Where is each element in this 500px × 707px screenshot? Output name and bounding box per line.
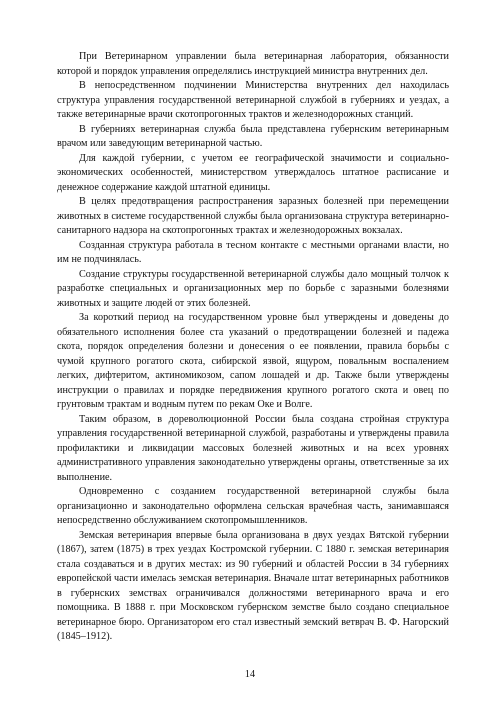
paragraph-2: В непосредственном подчинении Министерства внутренних дел находилась структура управления государственной ветеринарной службой в губерниях и уездах, а также ветеринарные врачи скотопрогонных трактов и железнодорожных станций. [57,80,449,120]
page-number: 14 [244,669,256,680]
paragraph-7: Создание структуры государственной ветеринарной службы дало мощный толчок к разработке специальных и организационных мер по борьбе с заразными болезнями животных и защите людей от этих болезней. [57,268,449,309]
paragraph-3: В губерниях ветеринарная служба была представлена губернским ветеринарным врачом или заведующим ветеринарной частью. [57,123,449,149]
paragraph-4: Для каждой губернии, с учетом ее географической значимости и социально-экономических особенностей, министерством утверждалось штатное расписание и денежное содержание каждой штатной единицы. [57,152,449,193]
paragraph-1: При Ветеринарном управлении была ветеринарная лаборатория, обязанности которой и порядок управления определялись инструкцией министра внутренних дел. [57,51,449,77]
document-body [57,50,449,645]
paragraph-11: Земская ветеринария впервые была организована в двух уездах Вятской губернии (1867), затем (1875) в трех уездах Костромской губернии. С 1880 г. земская ветеринария стала создаваться и в других местах: из 90 губерний и областей России в 34 губерниях европейской части имелась земская ветеринария. Вначале штат ветеринарных работников в губернских земствах ограничивался должностями ветеринарного врача и его помощника. В 1888 г. при Московском губернском земстве было создано специальное ветеринарное бюро. Организатором его стал известный земский ветврач В. Ф. Нагорский (1845–1912). [57,529,449,642]
paragraph-9: Таким образом, в дореволюционной России была создана стройная структура управления государственной ветеринарной службой, разработаны и утверждены правила профилактики и ликвидации массовых болезней животных и на всех уровнях административного управления законодательно утверждены органы, ответственные за их выполнение. [57,413,449,483]
paragraph-10: Одновременно с созданием государственной ветеринарной службы была организационно и законодательно оформлена сельская врачебная часть, занимавшаяся непосредственно обслуживанием скотопромышленников. [57,486,449,526]
paragraph-6: Созданная структура работала в тесном контакте с местными органами власти, но им не подчинялась. [57,239,449,265]
paragraph-5: В целях предотвращения распространения заразных болезней при перемещении животных в системе государственной службы была организована структура ветеринарно-санитарного надзора на скотопрогонных трактах и железнодорожных вокзалах. [57,196,449,236]
paragraph-8: За короткий период на государственном уровне был утверждены и доведены до обязательного исполнения более ста указаний о предотвращении болезней и падежа скота, порядок определения болезни и донесения о ее появлении, правила борьбы с чумой крупного рогатого скота, сибирской язвой, ящуром, повальным воспалением легких, дифтеритом, актиномикозом, сапом лошадей и др. Также были утверждены инструкции о правилах и порядке передвижения крупного рогатого скота и овец по грунтовым трактам и водным путем по рекам Оке и Волге. [57,312,449,410]
